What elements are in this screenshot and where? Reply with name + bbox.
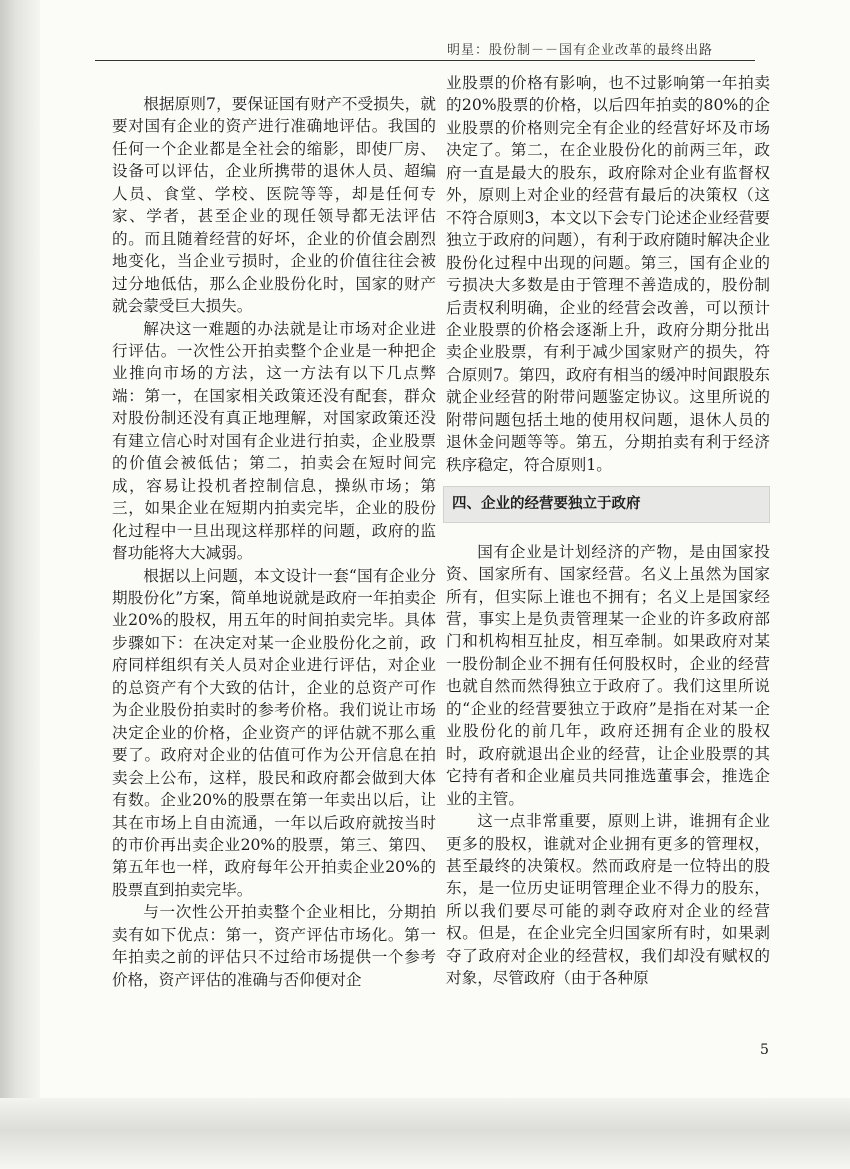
left-paragraph-3: 根据以上问题，本文设计一套“国有企业分期股份化”方案，简单地说就是政府一年拍卖企业20%的股权，用五年的时间拍卖完毕。具体步骤如下：在决定对某一企业股份化之前，政府同样组织有关人员对企业进行评估，对企业的总资产有个大致的估计，企业的总资产可作为企业股份拍卖时的参考价格。我们说让市场决定企业的价格，企业资产的评估就不那么重要了。政府对企业的估值可作为公开信息在拍卖会上公布，这样，股民和政府都会做到大体有数。企业20%的股票在第一年卖出以后，让其在市场上自由流通，一年以后政府就按当时的市价再出卖企业20%的股票，第三、第四、第五年也一样，政府每年公开拍卖企业20%的股票直到拍卖完毕。 <box>112 566 436 899</box>
page-number: 5 <box>760 1042 769 1058</box>
scanned-page-bottom-edge <box>0 1098 850 1169</box>
right-paragraph-continued: 业股票的价格有影响，也不过影响第一年拍卖的20%股票的价格，以后四年拍卖的80%的企业股票的价格则完全有企业的经营好坏及市场决定了。第二，在企业股份化的前两三年，政府一直是最大的股东，政府除对企业有监督权外，原则上对企业的经营有最后的决策权（这不符合原则3，本文以下会专门论述企业经营要独立于政府的问题），有利于政府随时解决企业股份化过程中出现的问题。第三，国有企业的亏损决大多数是由于管理不善造成的，股份制后责权利明确，企业的经营会改善，可以预计企业股票的价格会逐渐上升，政府分期分批出卖企业股票，有利于减少国家财产的损失，符合原则7。第四，政府有相当的缓冲时间跟股东就企业经营的附带问题鉴定协议。这里所说的附带问题包括土地的使用权问题，退休人员的退休金问题等等。第五，分期拍卖有利于经济秩序稳定，符合原则1。 <box>446 74 770 474</box>
right-text-column <box>446 72 770 990</box>
left-paragraph-2: 解决这一难题的办法就是让市场对企业进行评估。一次性公开拍卖整个企业是一种把企业推向市场的方法，这一方法有以下几点弊端：第一，在国家相关政策还没有配套，群众对股份制还没有真正地理解，对国家政策还没有建立信心时对国有企业进行拍卖，企业股票的价值会被低估；第二，拍卖会在短时间完成，容易让投机者控制信息，操纵市场；第三，如果企业在短期内拍卖完毕，企业的股份化过程中一旦出现这样那样的问题，政府的监督功能将大大减弱。 <box>112 319 436 563</box>
scanned-page-left-edge <box>0 0 40 1169</box>
left-paragraph-1: 根据原则7，要保证国有财产不受损失，就要对国有企业的资产进行准确地评估。我国的任何一个企业都是全社会的缩影，即使厂房、设备可以评估，企业所携带的退休人员、超编人员、食堂、学校、医院等等，却是任何专家、学者，甚至企业的现任领导都无法评估的。而且随着经营的好坏，企业的价值会剧烈地变化，当企业亏损时，企业的价值往往会被过分地低估，那么企业股份化时，国家的财产就会蒙受巨大损失。 <box>112 95 436 316</box>
left-text-column <box>112 93 436 991</box>
left-paragraph-4: 与一次性公开拍卖整个企业相比，分期拍卖有如下优点：第一，资产评估市场化。第一年拍卖之前的评估只不过给市场提供一个参考价格，资产评估的准确与否仰便对企 <box>112 903 436 989</box>
running-header <box>95 38 755 61</box>
running-header-title: 明星：股份制－－国有企业改革的最终出路 <box>446 43 713 58</box>
right-paragraph-1: 国有企业是计划经济的产物，是由国家投资、国家所有、国家经营。名义上虽然为国家所有，但实际上谁也不拥有；名义上是国家经营，事实上是负责管理某一企业的许多政府部门和机构相互扯皮，相互牵制。如果政府对某一股份制企业不拥有任何股权时，企业的经营也就自然而然得独立于政府了。我们这里所说的“企业的经营要独立于政府”是指在对某一企业股份化的前几年，政府还拥有企业的股权时，政府就退出企业的经营，让企业股票的其它持有者和企业雇员共同推选董事会，推选企业的主管。 <box>446 542 770 808</box>
section-heading: 四、企业的经营要独立于政府 <box>443 486 770 522</box>
right-paragraph-2: 这一点非常重要，原则上讲，谁拥有企业更多的股权，谁就对企业拥有更多的管理权，甚至最终的决策权。然而政府是一位特出的股东，是一位历史证明管理企业不得力的股东，所以我们要尽可能的剥夺政府对企业的经营权。但是，在企业完全归国家所有时，如果剥夺了政府对企业的经营权，我们却没有赋权的对象，尽管政府（由于各种原 <box>446 812 770 988</box>
